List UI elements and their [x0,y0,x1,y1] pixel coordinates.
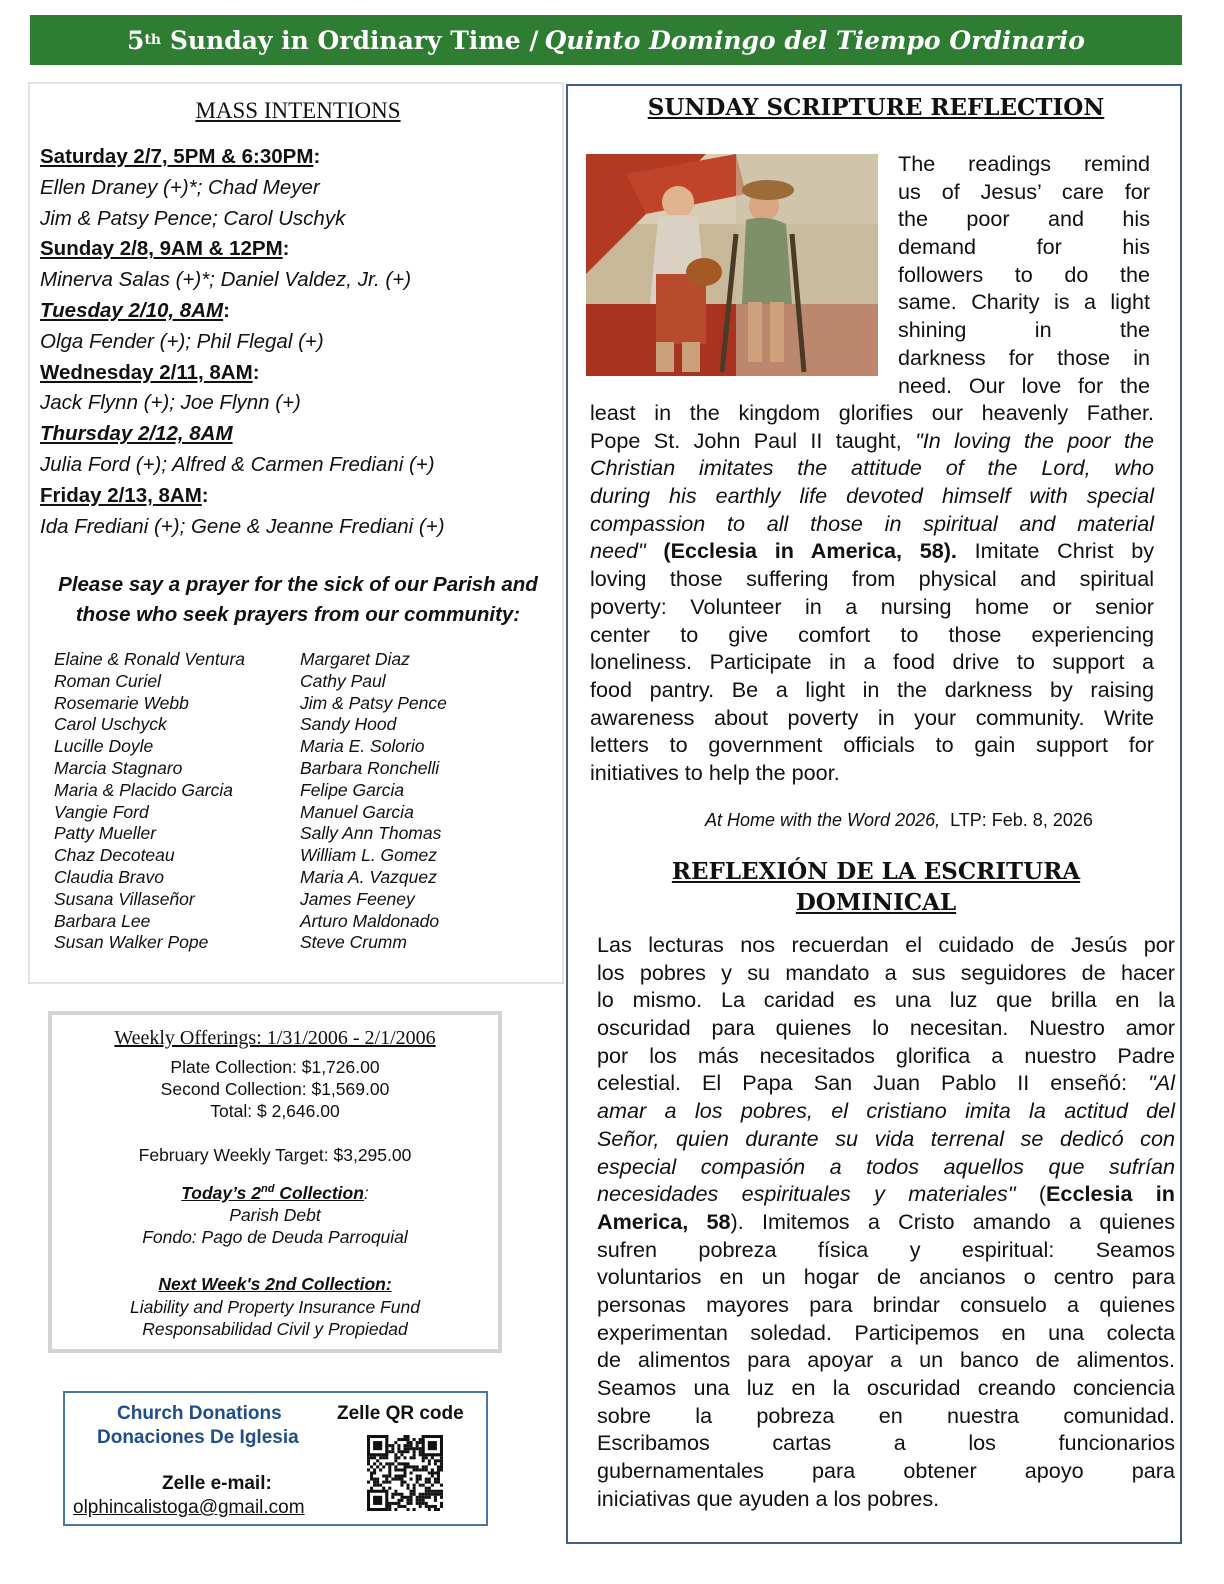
text-line [590,676,1154,704]
text-line [597,1485,1175,1513]
text-run: lo mismo. La caridad es una luz que brilla en la [597,987,1175,1013]
sick-list-name: Margaret Diaz [300,649,410,669]
mass-intention-names [40,265,560,296]
text-line: the poor and his [898,206,1150,232]
text-run: personas mayores para brindar consuelo a quienes [597,1291,1175,1317]
text-line [597,1346,1175,1374]
text-run: Las lecturas nos recuerdan el cuidado de Jesús por [597,932,1175,957]
text-line [597,1125,1175,1153]
text-run: gubernamentales para obtener apoyo para [597,1458,1175,1484]
mass-intention-names [40,450,560,481]
text-line [597,1291,1175,1319]
text-line [590,454,1154,482]
text-line: darkness for those in [898,344,1150,370]
zelle-qr-label: Zelle QR code [337,1403,464,1424]
text-run: los pobres y su mandato a sus seguidores de hacer [597,959,1175,985]
sick-list-name: Sandy Hood [300,714,397,735]
reflexion-title-line-2: DOMINICAL [795,889,957,916]
text-run: Pope St. John Paul II taught, [590,427,916,453]
mass-day-heading [40,296,560,327]
mass-intentions-list [40,142,560,542]
text-run: Seamos una luz en la oscuridad creando conciencia [597,1375,1175,1400]
mass-day-heading [40,142,560,173]
sick-list-name: Barbara Lee [54,910,151,931]
quote-run: compassion to all those in spiritual and material [590,510,1154,536]
text-line [590,648,1154,676]
offerings-title: Weekly Offerings: 1/31/2006 - 2/1/2006 [114,1027,436,1049]
sick-list-name: Steve Crumm [300,932,407,953]
mass-day-heading [40,358,560,389]
next-week-collection-heading: Next Week's 2nd Collection: [158,1274,392,1294]
sick-list-column-2 [300,649,447,954]
mass-day-label: Wednesday 2/11, 8AM [40,360,253,384]
sick-list-name: William L. Gomez [300,845,437,866]
prayer-line-2: those who seek prayers from our community: [75,603,521,626]
text-line [590,399,1154,427]
reflection-title: SUNDAY SCRIPTURE REFLECTION [647,94,1105,121]
sick-list-name: Barbara Ronchelli [300,757,440,778]
banner-ordinal: th [144,32,162,48]
sick-list-name: Maria A. Vazquez [300,866,437,887]
quote-run: amar a los pobres, el cristiano imita la actitud del [597,1098,1175,1124]
reflexion-title-line-1: REFLEXIÓN DE LA ESCRITURA [671,858,1081,885]
text-run: de alimentos para apoyar a un banco de alimentos. [597,1347,1175,1373]
zelle-email-label: Zelle e-mail: [162,1473,272,1494]
next-week-collection-purpose-es: Responsabilidad Civil y Propiedad [142,1319,408,1339]
text-line [597,1208,1175,1236]
mass-day-heading [40,419,560,450]
text-line [597,1457,1175,1485]
text-line: demand for his [898,234,1150,260]
mass-day-label: Saturday 2/7, 5PM & 6:30PM [40,145,314,168]
text-line [590,621,1154,649]
text-run: celestial. El Papa San Juan Pablo II enseñó: [597,1070,1149,1096]
text-line [597,1402,1175,1430]
todays-collection-purpose-es: Fondo: Pago de Deuda Parroquial [142,1227,408,1247]
prayer-line-1: Please say a prayer for the sick of our Parish and [58,573,538,596]
text-run: por los más necesitados glorifica a nuestro Padre [597,1042,1175,1068]
source-publisher: LTP: Feb. 8, 2026 [940,810,1093,830]
text-line: shining in the [898,317,1150,343]
text-run: voluntarios en un hogar de ancianos o centro para [597,1264,1175,1290]
text-line [597,1429,1175,1457]
sick-list-name: Marcia Stagnaro [54,757,183,778]
quote-run: especial compasión a todos aquellos que sufrían [597,1153,1175,1179]
text-run: oscuridad para quienes lo necesitan. Nuestro amor [597,1015,1175,1041]
text-run: poverty: Volunteer in a nursing home or senior [590,593,1154,619]
zelle-qr-code[interactable] [367,1435,443,1511]
sick-list-name: Maria & Placido Garcia [54,779,233,800]
text-line [590,704,1154,732]
mass-intention-text: Jack Flynn (+); Joe Flynn (+) [40,391,301,415]
zelle-email-link[interactable]: olphincalistoga@gmail.com [73,1497,305,1518]
sick-list-name: Arturo Maldonado [300,910,440,931]
sick-list-name: Carol Uschyck [54,714,167,735]
text-line [597,1069,1175,1097]
text-run: iniciativas que ayuden a los pobres. [597,1485,940,1511]
collection-total: Total: $ 2,646.00 [210,1101,340,1121]
mass-day-heading [40,234,560,265]
todays-collection-purpose: Parish Debt [229,1205,321,1225]
next-week-collection-purpose: Liability and Property Insurance Fund [130,1297,420,1317]
mass-intentions-title: MASS INTENTIONS [195,98,401,123]
mass-intention-text: Olga Fender (+); Phil Flegal (+) [40,329,324,353]
mass-intention-names [40,512,560,543]
sick-list-name: Manuel Garcia [300,801,414,822]
banner-title-es: Quinto Domingo del Tiempo Ordinario [544,25,1085,55]
reflection-source [705,810,1093,831]
text-line [597,1097,1175,1125]
mass-intention-names [40,327,560,358]
scripture-reflection-box [566,84,1182,1544]
mass-intentions-box [28,82,564,984]
text-line [597,1374,1175,1402]
sick-list-name: Roman Curiel [54,670,161,691]
text-run: sobre la pobreza en nuestra comunidad. [597,1402,1175,1428]
source-title: At Home with the Word 2026, [705,810,941,830]
quote-run: need" [590,538,664,564]
text-line [597,1180,1175,1208]
sick-list-name: Jim & Patsy Pence [300,692,447,713]
sick-list-name: Maria E. Solorio [300,736,425,757]
page-banner [30,15,1182,65]
quote-run: necesidades espirituales y materiales" [597,1181,1016,1207]
text-line [590,759,1154,787]
banner-number: 5 [127,25,145,55]
reflexion-title [568,856,1184,918]
reflexion-text [597,931,1175,1512]
text-line: followers to do the [898,261,1150,287]
sick-list-name: Cathy Paul [300,670,386,691]
sick-list-name: Rosemarie Webb [54,692,189,713]
sick-list-name: Chaz Decoteau [54,845,175,866]
text-line [597,1153,1175,1181]
sick-list-name: Elaine & Ronald Ventura [54,649,246,669]
text-run: center to give comfort to those experiencing [590,621,1154,647]
text-run: least in the kingdom glorifies our heavenly Father. [590,400,1154,425]
mass-day-label: Thursday 2/12, 8AM [40,422,233,446]
text-line [590,565,1154,593]
text-line [597,1263,1175,1291]
mass-day-heading [40,481,560,512]
text-line [597,1042,1175,1070]
mass-day-colon: : [201,483,209,507]
text-run: food pantry. Be a light in the darkness by raising [590,676,1154,702]
text-run: initiatives to help the poor. [590,759,840,785]
text-run: letters to government officials to gain support for [590,732,1154,758]
mass-day-colon: : [313,145,321,168]
text-run: loneliness. Participate in a food drive to support a [590,649,1154,675]
text-line [590,537,1154,565]
charity-painting-image [586,154,878,376]
sick-list-column-1 [54,649,245,954]
text-run: sufren pobreza física y espiritual: Seamos [597,1236,1175,1262]
sick-list-name: Claudia Bravo [54,866,164,887]
text-line: need. Our love for the [898,372,1150,398]
banner-title-en: Sunday in Ordinary Time / [169,25,539,55]
citation-run: Ecclesia in [1046,1181,1175,1207]
sick-list-name: James Feeney [300,888,415,909]
text-line [590,482,1154,510]
weekly-target: February Weekly Target: $3,295.00 [138,1145,412,1165]
mass-intention-names [40,388,560,419]
text-line [590,593,1154,621]
mass-intention-text: Minerva Salas (+)*; Daniel Valdez, Jr. (+) [40,268,412,292]
citation-run: America, 58 [597,1208,731,1234]
todays-collection-colon: : [363,1183,369,1203]
text-run: awareness about poverty in your community. Write [590,704,1154,730]
sick-list-name: Felipe Garcia [300,779,405,800]
church-donations-box [63,1391,488,1526]
sick-list-name: Lucille Doyle [54,736,154,757]
weekly-offerings-box [48,1011,502,1353]
text-line [597,986,1175,1014]
mass-intention-text: Ida Frediani (+); Gene & Jeanne Frediani (+) [40,514,445,538]
second-collection: Second Collection: $1,569.00 [160,1079,390,1099]
todays-collection-label: Today’s 2nd Collection [181,1183,364,1203]
text-line: us of Jesus’ care for [898,178,1150,204]
quote-run: Christian imitates the attitude of the Lord, who [590,455,1154,481]
sick-list-name: Susana Villaseñor [54,888,195,909]
text-line [590,427,1154,455]
sick-list-name: Sally Ann Thomas [300,823,442,844]
reflection-wrapped-text [898,150,1150,399]
mass-intention-text: Julia Ford (+); Alfred & Carmen Frediani (+) [40,452,435,476]
text-line: The readings remind [898,151,1150,176]
citation-run: (Ecclesia in America, 58). [663,538,957,564]
quote-run: "In loving the poor the [915,427,1154,453]
sick-list-name: Susan Walker Pope [54,932,209,953]
quote-run: "Al [1148,1070,1175,1096]
reflection-text [590,399,1154,787]
sick-list-name: Vangie Ford [54,801,149,822]
mass-intention-text: Jim & Patsy Pence; Carol Uschyk [40,206,346,230]
text-line [590,731,1154,759]
plate-collection: Plate Collection: $1,726.00 [170,1057,380,1077]
text-line [597,1319,1175,1347]
mass-day-colon: : [282,237,290,261]
text-line [597,1014,1175,1042]
prayer-request [30,570,566,630]
text-run: ). Imitemos a Cristo amando a quienes [730,1208,1175,1234]
text-run: Imitate Christ by [956,538,1155,564]
text-run: Escribamos cartas a los funcionarios [597,1430,1175,1456]
text-line [590,510,1154,538]
mass-day-colon: : [223,298,230,322]
text-line [597,931,1175,959]
donations-title-en: Church Donations [117,1403,282,1424]
quote-run: Señor, quien durante su vida terrenal se dedicó con [597,1125,1175,1151]
donations-title-es: Donaciones De Iglesia [97,1427,299,1448]
todays-collection-heading [52,1183,498,1204]
sick-list-name: Patty Mueller [54,823,157,844]
mass-day-colon: : [252,360,260,384]
text-line: same. Charity is a light [898,289,1150,315]
mass-day-label: Tuesday 2/10, 8AM [40,298,224,322]
mass-intention-names [40,173,560,204]
mass-intention-names [40,204,560,235]
mass-intention-text: Ellen Draney (+)*; Chad Meyer [40,175,320,199]
mass-day-label: Friday 2/13, 8AM [40,483,202,507]
mass-day-label: Sunday 2/8, 9AM & 12PM [40,237,283,261]
text-line [597,959,1175,987]
quote-run: during his earthly life devoted himself with special [590,483,1154,509]
text-run: loving those suffering from physical and spiritual [590,566,1154,592]
text-line [597,1236,1175,1264]
text-run: experimentan soledad. Participemos en una colecta [597,1319,1175,1345]
text-run: ( [1015,1181,1047,1207]
